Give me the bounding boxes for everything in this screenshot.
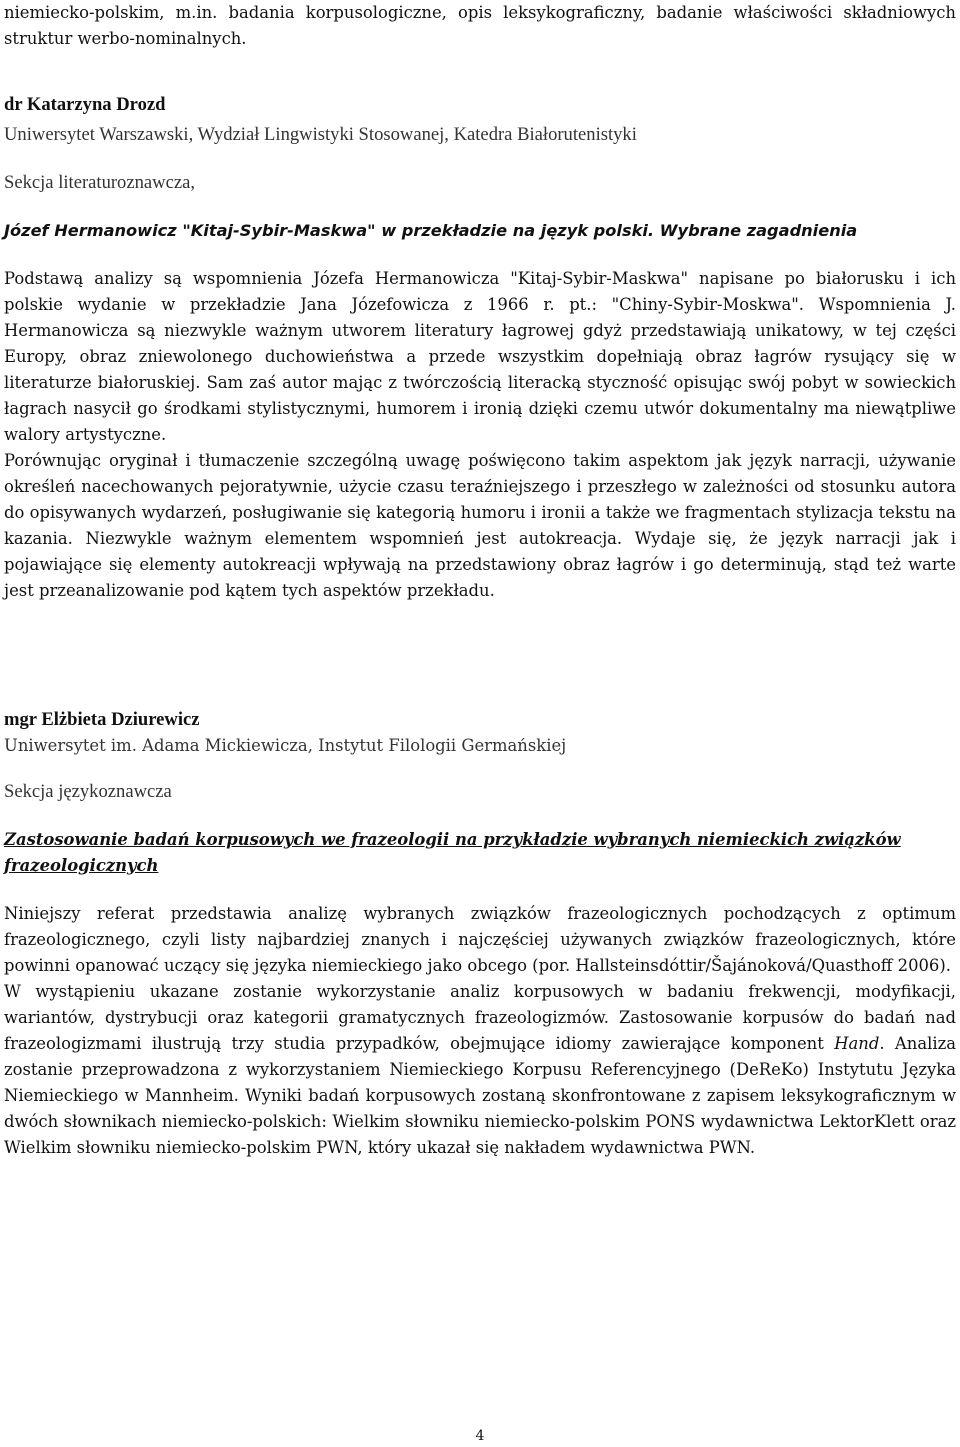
entry2-abstract	[4, 901, 956, 1161]
entry2-paper-title: Zastosowanie badań korpusowych we frazeologii na przykładzie wybranych niemieckich związków frazeologicznych	[4, 830, 901, 875]
intro-paragraph: niemiecko-polskim, m.in. badania korpusologiczne, opis leksykograficzny, badanie właściwości składniowych struktur werbo-nominalnych.	[4, 3, 956, 48]
entry2-text-run: . Analiza zostanie przeprowadzona z wykorzystaniem Niemieckiego Korpusu Referencyjnego (DeReKo) Instytutu Języka Niemieckiego w Mannheim. Wyniki badań korpusowych zostaną skonfrontowane z zapisem leksykograficznym w dwóch słownikach niemiecko-polskich: Wielkim słowniku niemiecko-polskim PONS wydawnictwa LektorKlett oraz Wielkim słowniku niemiecko-polskim PWN, który ukazał się nakładem wydawnictwa PWN.	[4, 1034, 956, 1157]
entry2-text-run: W wystąpieniu ukazane zostanie wykorzystanie analiz korpusowych w badaniu frekwencji, modyfikacji, wariantów, dystrybucji oraz kategorii gramatycznych frazeologizmów. Zastosowanie korpusów do badań nad frazeologizmami ilustrują trzy studia przypadków, obejmujące idiomy zawierające komponent	[4, 982, 956, 1053]
entry1-paragraph: Podstawą analizy są wspomnienia Józefa Hermanowicza "Kitaj-Sybir-Maskwa" napisane po białorusku i ich polskie wydanie w przekładzie Jana Józefowicza z 1966 r. pt.: "Chiny-Sybir-Moskwa". Wspomnienia J. Hermanowicza są niezwykle ważnym utworem literatury łagrowej gdyż przedstawiają unikatowy, w tej części Europy, obraz zniewolonego duchowieństwa a przede wszystkim dopełniają obraz łagrów rysujący się w literaturze białoruskiej. Sam zaś autor mając z twórczością literacką styczność opisując swój pobyt w sowieckich łagrach nasycił go środkami stylistycznymi, humorem i ironią dzięki czemu utwór dokumentalny ma niewątpliwe walory artystyczne.	[4, 269, 956, 444]
entry2-paragraph: Niniejszy referat przedstawia analizę wybranych związków frazeologicznych pochodzących z optimum frazeologicznego, czyli listy najbardziej znanych i najczęściej używanych związków frazeologicznych, które powinni opanować uczący się języka niemieckiego jako obcego (por. Hallsteinsdóttir/Šajánoková/Quasthoff 2006).	[4, 904, 956, 975]
entry2-paragraph	[4, 979, 956, 1161]
entry2-affiliation: Uniwersytet im. Adama Mickiewicza, Instytut Filologii Germańskiej	[4, 736, 567, 755]
entry2-author-name: mgr Elżbieta Dziurewicz	[4, 709, 200, 730]
entry1-paragraph: Porównując oryginał i tłumaczenie szczególną uwagę poświęcono takim aspektom jak język narracji, używanie określeń nacechowanych pejoratywnie, użycie czasu teraźniejszego i przeszłego w zależności od stosunku autora do opisywanych wydarzeń, posługiwanie się kategorią humoru i ironii a także we fragmentach stylizacja tekstu na kazania. Niezwykle ważnym elementem wspomnień jest autokreacja. Wydaje się, że język narracji jak i pojawiające się elementy autokreacji wpływają na przedstawiony obraz łagrów i go determinują, stąd też warte jest przeanalizowanie pod kątem tych aspektów przekładu.	[4, 451, 956, 600]
entry2-italic-term: Hand	[834, 1034, 880, 1053]
entry1-paper-title: Józef Hermanowicz "Kitaj-Sybir-Maskwa" w przekładzie na język polski. Wybrane zagadnienia	[4, 221, 858, 240]
entry1-section: Sekcja literaturoznawcza,	[4, 172, 195, 193]
entry1-author-name: dr Katarzyna Drozd	[4, 94, 166, 115]
entry1-affiliation: Uniwersytet Warszawski, Wydział Lingwistyki Stosowanej, Katedra Białorutenistyki	[4, 124, 637, 145]
page-number: 4	[475, 1428, 485, 1444]
entry2-section: Sekcja językoznawcza	[4, 781, 172, 802]
entry1-abstract	[4, 266, 956, 604]
